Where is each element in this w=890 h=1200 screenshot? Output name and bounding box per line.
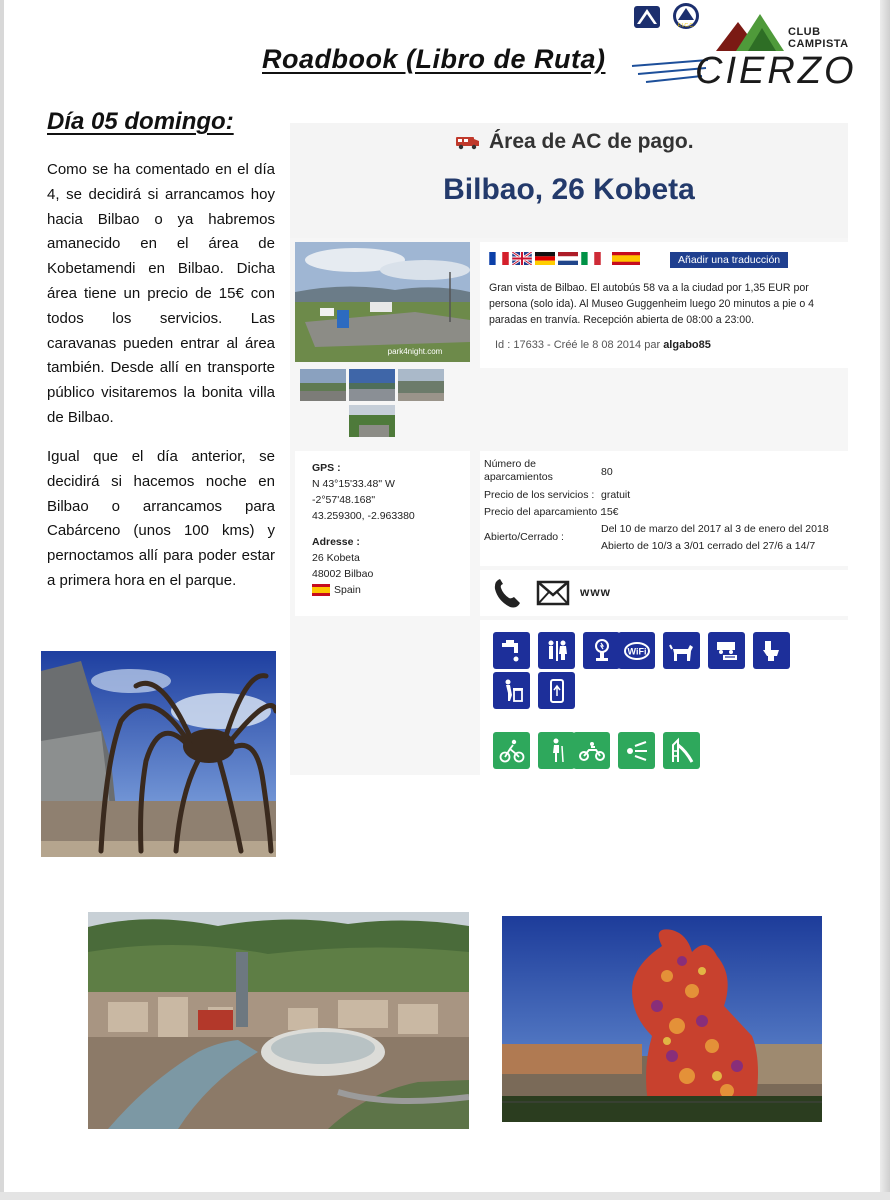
- club-name: CIERZO: [695, 50, 857, 92]
- trash-bin-icon: [493, 672, 530, 709]
- area-type-label: Área de AC de pago.: [489, 130, 694, 153]
- card-header: [290, 123, 848, 238]
- pets-allowed-icon: [663, 632, 700, 669]
- wifi-icon: [618, 632, 655, 669]
- parking-price-value: 15€: [601, 506, 619, 518]
- svg-text:WiFi: WiFi: [627, 646, 646, 656]
- services-price-value: gratuit: [601, 489, 631, 501]
- open-closed-label: Abierto/Cerrado :: [484, 531, 564, 543]
- location-text: [312, 460, 415, 598]
- paragraph-2: Igual que el día anterior, se decidirá si hacemos noche en Bilbao o arrancamos para Cabárceno (unos 100 kms) y pernoctamos allí para poder estar a primera hora en el parque.: [47, 448, 275, 589]
- area-name: Bilbao, 26 Kobeta: [443, 173, 695, 206]
- hiking-icon: [538, 732, 575, 769]
- viewpoint-icon: [618, 732, 655, 769]
- flag-uk-icon[interactable]: [512, 252, 532, 265]
- photo-watermark: park4night.com: [387, 347, 443, 356]
- page-edge: [0, 0, 4, 1200]
- website-link[interactable]: www: [580, 585, 612, 599]
- details-box: [480, 451, 848, 566]
- services-price-label: Precio de los servicios :: [484, 489, 595, 501]
- mobile-network-icon: [538, 672, 575, 709]
- flag-fr-icon[interactable]: [489, 252, 509, 265]
- day-title: Día 05 domingo:: [47, 108, 234, 135]
- address-country-row: [312, 582, 415, 598]
- gps-decimal[interactable]: 43.259300, -2.963380: [312, 510, 415, 522]
- photo-thumbnail[interactable]: [300, 369, 346, 401]
- black-water-drain-icon: [753, 632, 790, 669]
- add-translation-button[interactable]: Añadir una traducción: [670, 252, 788, 268]
- maman-spider-photo: [41, 651, 276, 857]
- parking-spots-label: [484, 458, 553, 484]
- open-closed-periods: Abierto de 10/3 a 3/01 cerrado del 27/6 a 14/7: [601, 540, 816, 552]
- flag-it-icon[interactable]: [581, 252, 601, 265]
- address-label: Adresse :: [312, 536, 360, 548]
- flag-nl-icon[interactable]: [558, 252, 578, 265]
- gps-label: GPS :: [312, 462, 341, 474]
- bilbao-city-photo: [88, 912, 469, 1129]
- parking-spots-value: 80: [601, 466, 613, 478]
- services-box: [480, 620, 848, 775]
- author-link[interactable]: algabo85: [663, 339, 711, 351]
- area-id-line: [495, 339, 711, 351]
- paragraph-1: Como se ha comentado en el día 4, se decidirá si arrancamos hoy hacia Bilbao o ya habremos amanecido en el área de Kobetamendi en Bilbao. Dicha área tiene un precio de 15€ con todos los servicios. Las caravanas pueden entrar al área también. Desde allí en transporte público visitaremos la bonita villa de Bilbao.: [47, 161, 275, 426]
- area-type: [455, 130, 694, 154]
- flag-es-icon: [312, 584, 330, 596]
- photo-thumbnail[interactable]: [349, 369, 395, 401]
- open-closed-dates: Del 10 de marzo del 2017 al 3 de enero del 2018: [601, 523, 829, 535]
- address-country: Spain: [334, 584, 361, 596]
- area-info-card: [290, 123, 848, 775]
- playground-icon: [663, 732, 700, 769]
- address-city: 48002 Bilbao: [312, 568, 374, 580]
- language-flags: [489, 252, 640, 265]
- area-main-photo[interactable]: [295, 242, 470, 362]
- description-box: [480, 242, 848, 368]
- photo-thumbnail[interactable]: [398, 369, 444, 401]
- area-description: Gran vista de Bilbao. El autobús 58 va a la ciudad por 1,35 EUR por persona (solo ida). Al Museo Guggenheim luego 20 minutos a pie o 4 paradas en tranvía. Recepción abierta de 08:00 a 23:00.: [489, 282, 815, 326]
- address-street: 26 Kobeta: [312, 552, 360, 564]
- contact-box: [480, 570, 848, 616]
- parking-spots-label-line: Número de: [484, 458, 536, 470]
- area-id-text: Id : 17633 - Créé le 8 08 2014 par: [495, 339, 661, 351]
- location-box: [295, 451, 470, 616]
- parking-spots-label-line: aparcamientos: [484, 471, 553, 483]
- ficc-badge-text: F.I.C.C.: [677, 23, 695, 29]
- motorbike-icon: [573, 732, 610, 769]
- club-line-1: CLUB: [788, 26, 821, 38]
- cycling-icon: [493, 732, 530, 769]
- page-title: Roadbook (Libro de Ruta): [262, 44, 606, 74]
- mail-icon[interactable]: [536, 580, 570, 606]
- water-tap-icon: [493, 632, 530, 669]
- club-line-2: CAMPISTA: [788, 38, 849, 50]
- toilets-icon: [538, 632, 575, 669]
- parking-price-label: Precio del aparcamiento :: [484, 506, 604, 518]
- phone-icon[interactable]: [492, 577, 522, 609]
- flag-de-icon[interactable]: [535, 252, 555, 265]
- electricity-icon: [583, 632, 620, 669]
- grey-water-drain-icon: [708, 632, 745, 669]
- motorhome-icon: [455, 134, 481, 150]
- puppy-sculpture-photo: [502, 916, 822, 1122]
- gps-dms-lat: N 43°15'33.48" W: [312, 478, 395, 490]
- gps-dms-lon: -2°57'48.168": [312, 494, 376, 506]
- club-campista-label: [788, 26, 849, 50]
- page-edge: [880, 0, 890, 1200]
- photo-thumbnail[interactable]: [349, 405, 395, 437]
- flag-es-icon[interactable]: [612, 252, 640, 265]
- page-edge: [0, 1192, 890, 1200]
